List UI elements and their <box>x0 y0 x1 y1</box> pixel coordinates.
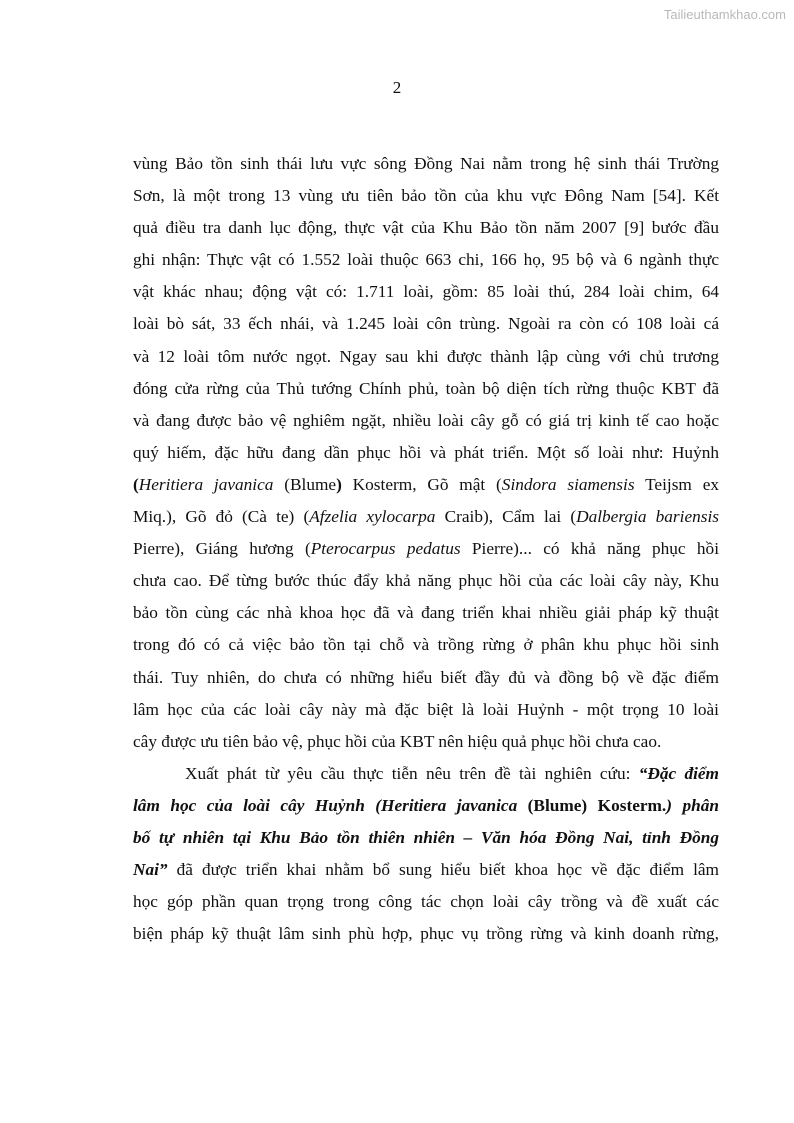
text-line: quý hiếm, đặc hữu đang dần phục hồi và phát triển. Một số loài như: Huỷnh <box>133 442 719 462</box>
page-number: 2 <box>392 78 402 97</box>
text-line: và 12 loài tôm nước ngọt. Ngay sau khi được thành lập cùng với chủ trương <box>133 346 719 366</box>
species-name: Afzelia xylocarpa <box>309 507 436 527</box>
thesis-title: (Blume) Kosterm. <box>517 795 667 815</box>
text-line <box>133 854 719 886</box>
species-name: Sindora siamensis <box>501 474 635 494</box>
text-segment: (Blume <box>273 474 337 494</box>
text-line: ghi nhận: Thực vật có 1.552 loài thuộc 663 chi, 166 họ, 95 bộ và 6 ngành thực <box>133 250 719 270</box>
thesis-title: Nai” <box>133 860 168 880</box>
text-segment: ( <box>133 474 139 494</box>
text-line: thái. Tuy nhiên, do chưa có những hiểu biết đầy đủ và đồng bộ về đặc điểm <box>133 667 719 687</box>
text-line: trong đó có cả việc bảo tồn tại chỗ và trồng rừng ở phân khu phục hồi sinh <box>133 635 719 655</box>
text-segment: Craib), Cẩm lai ( <box>435 507 577 527</box>
thesis-title: lâm học của loài cây Huỷnh (Heritiera javanica <box>133 795 518 815</box>
text-line: cây được ưu tiên bảo vệ, phục hồi của KBT nên hiệu quả phục hồi chưa cao. <box>133 731 662 751</box>
thesis-title: ) phân <box>666 795 719 815</box>
text-line <box>133 533 719 565</box>
text-line: chưa cao. Để từng bước thúc đẩy khả năng phục hồi của các loài cây này, Khu <box>133 571 719 591</box>
text-line: quả điều tra danh lục động, thực vật của Khu Bảo tồn năm 2007 [9] bước đầu <box>133 218 719 238</box>
text-line: biện pháp kỹ thuật lâm sinh phù hợp, phục vụ trồng rừng và kinh doanh rừng, <box>133 924 719 944</box>
thesis-title: “Đặc điểm <box>638 763 719 783</box>
text-segment: Kosterm, Gõ mật ( <box>341 474 502 494</box>
text-line <box>133 790 719 822</box>
species-name: Heritiera javanica <box>138 474 274 494</box>
text-segment: Pierre), Giáng hương ( <box>133 539 311 559</box>
text-line: đóng cửa rừng của Thủ tướng Chính phủ, toàn bộ diện tích rừng thuộc KBT đã <box>133 378 719 398</box>
watermark: Tailieuthamkhao.com <box>663 7 786 22</box>
text-line <box>133 469 719 501</box>
text-segment: Miq.), Gõ đỏ (Cà te) ( <box>133 507 310 527</box>
text-line: và đang được bảo vệ nghiêm ngặt, nhiều loài cây gỗ có giá trị kinh tế cao hoặc <box>133 410 719 430</box>
species-name: Pterocarpus pedatus <box>310 539 461 559</box>
text-line: Sơn, là một trong 13 vùng ưu tiên bảo tồn của khu vực Đông Nam [54]. Kết <box>133 186 719 206</box>
text-line: vật khác nhau; động vật có: 1.711 loài, gồm: 85 loài thú, 284 loài chim, 64 <box>133 282 719 302</box>
text-line <box>133 758 719 790</box>
text-line: học góp phần quan trọng trong công tác chọn loài cây trồng và đề xuất các <box>133 892 719 912</box>
text-line <box>133 501 719 533</box>
text-segment: Pierre)... có khả năng phục hồi <box>460 539 720 559</box>
thesis-title: bố tự nhiên tại Khu Bảo tồn thiên nhiên – Văn hóa Đồng Nai, tỉnh Đồng <box>133 827 719 847</box>
species-name: Dalbergia bariensis <box>576 507 720 527</box>
text-segment: đã được triển khai nhằm bổ sung hiểu biết khoa học về đặc điểm lâm <box>167 860 719 880</box>
text-line: lâm học của các loài cây này mà đặc biệt là loài Huỷnh - một trọng 10 loài <box>133 699 719 719</box>
text-segment: ) <box>336 474 342 494</box>
text-line: loài bò sát, 33 ếch nhái, và 1.245 loài côn trùng. Ngoài ra còn có 108 loài cá <box>133 314 719 334</box>
body-text <box>133 148 719 950</box>
text-line: vùng Bảo tồn sinh thái lưu vực sông Đồng Nai nằm trong hệ sinh thái Trường <box>133 154 719 173</box>
text-line: bảo tồn cùng các nhà khoa học đã và đang triển khai nhiều giải pháp kỹ thuật <box>133 603 719 623</box>
text-segment: Xuất phát từ yêu cầu thực tiễn nêu trên đề tài nghiên cứu: <box>185 763 639 783</box>
text-segment: Teijsm ex <box>634 474 720 494</box>
